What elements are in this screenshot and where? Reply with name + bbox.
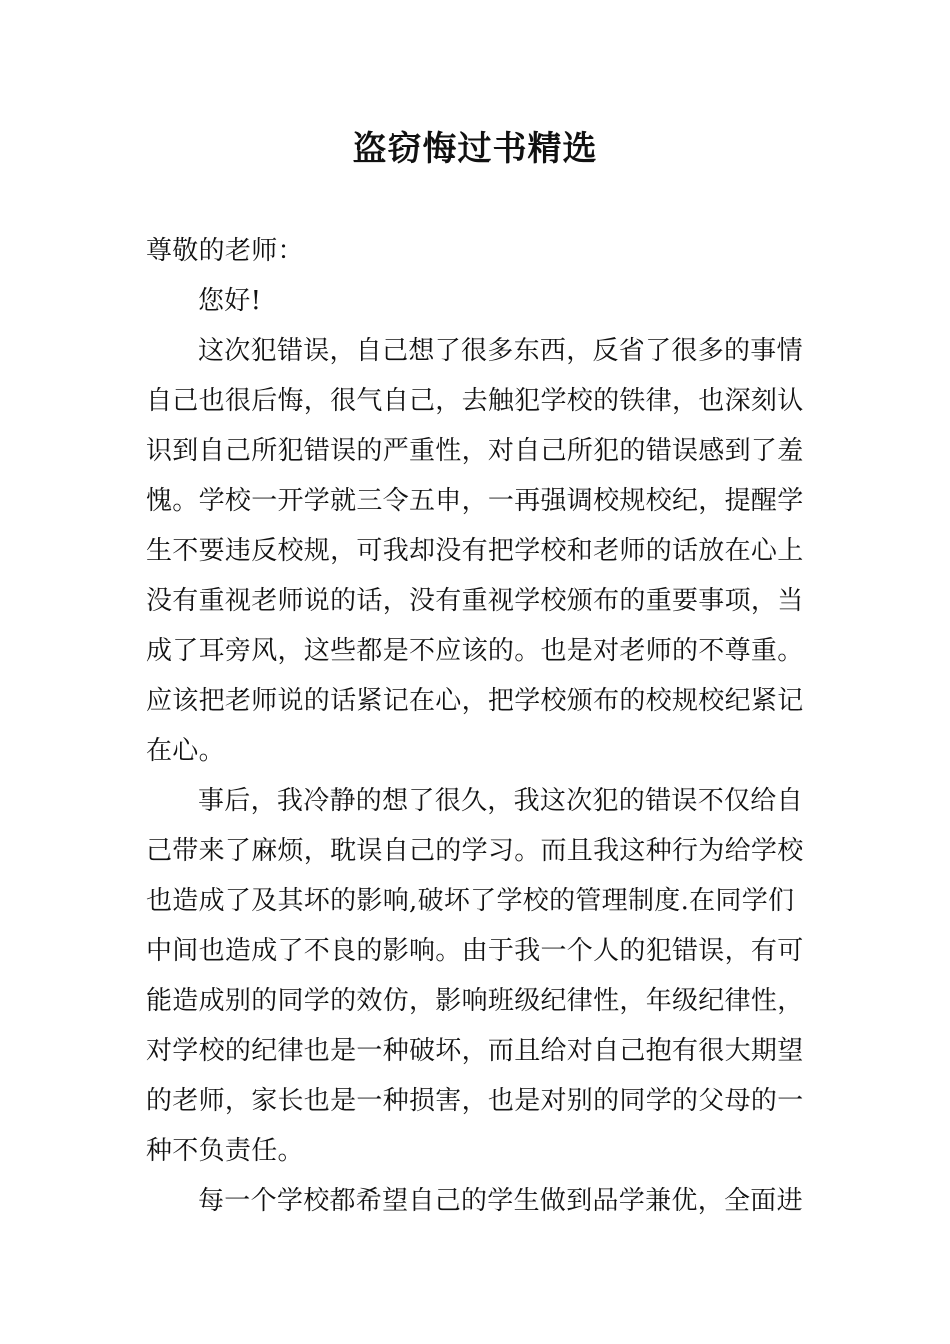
text-line: 成了耳旁风，这些都是不应该的。也是对老师的不尊重。 (146, 636, 804, 666)
text-line: 您好! (198, 286, 262, 316)
text-line: 对学校的纪律也是一种破坏，而且给对自己抱有很大期望 (146, 1036, 804, 1066)
text-line: 事后，我冷静的想了很久，我这次犯的错误不仅给自 (198, 786, 803, 816)
text-line: 没有重视老师说的话，没有重视学校颁布的重要事项，当 (146, 586, 804, 616)
text-line: 这次犯错误，自己想了很多东西，反省了很多的事情 (198, 336, 803, 366)
text-line: 生不要违反校规，可我却没有把学校和老师的话放在心上 (146, 536, 804, 566)
text-line: 每一个学校都希望自己的学生做到品学兼优，全面进 (198, 1186, 803, 1216)
text-line: 中间也造成了不良的影响。由于我一个人的犯错误，有可 (146, 936, 804, 966)
text-line: 尊敬的老师： (146, 236, 304, 266)
text-line: 应该把老师说的话紧记在心，把学校颁布的校规校纪紧记 (146, 686, 804, 716)
text-line: 也造成了及其坏的影响,破坏了学校的管理制度.在同学们 (146, 886, 795, 916)
text-line: 自己也很后悔，很气自己，去触犯学校的铁律，也深刻认 (146, 386, 804, 416)
text-line: 种不负责任。 (146, 1136, 304, 1166)
text-line: 在心。 (146, 736, 225, 766)
text-line: 的老师，家长也是一种损害，也是对别的同学的父母的一 (146, 1086, 804, 1116)
text-line: 己带来了麻烦，耽误自己的学习。而且我这种行为给学校 (146, 836, 804, 866)
text-line: 识到自己所犯错误的严重性，对自己所犯的错误感到了羞 (146, 436, 804, 466)
document-body (146, 226, 808, 1226)
document-title: 盗窃悔过书精选 (352, 129, 598, 169)
text-line: 能造成别的同学的效仿，影响班级纪律性，年级纪律性， (146, 986, 804, 1016)
text-line: 愧。学校一开学就三令五申，一再强调校规校纪，提醒学 (146, 486, 804, 516)
